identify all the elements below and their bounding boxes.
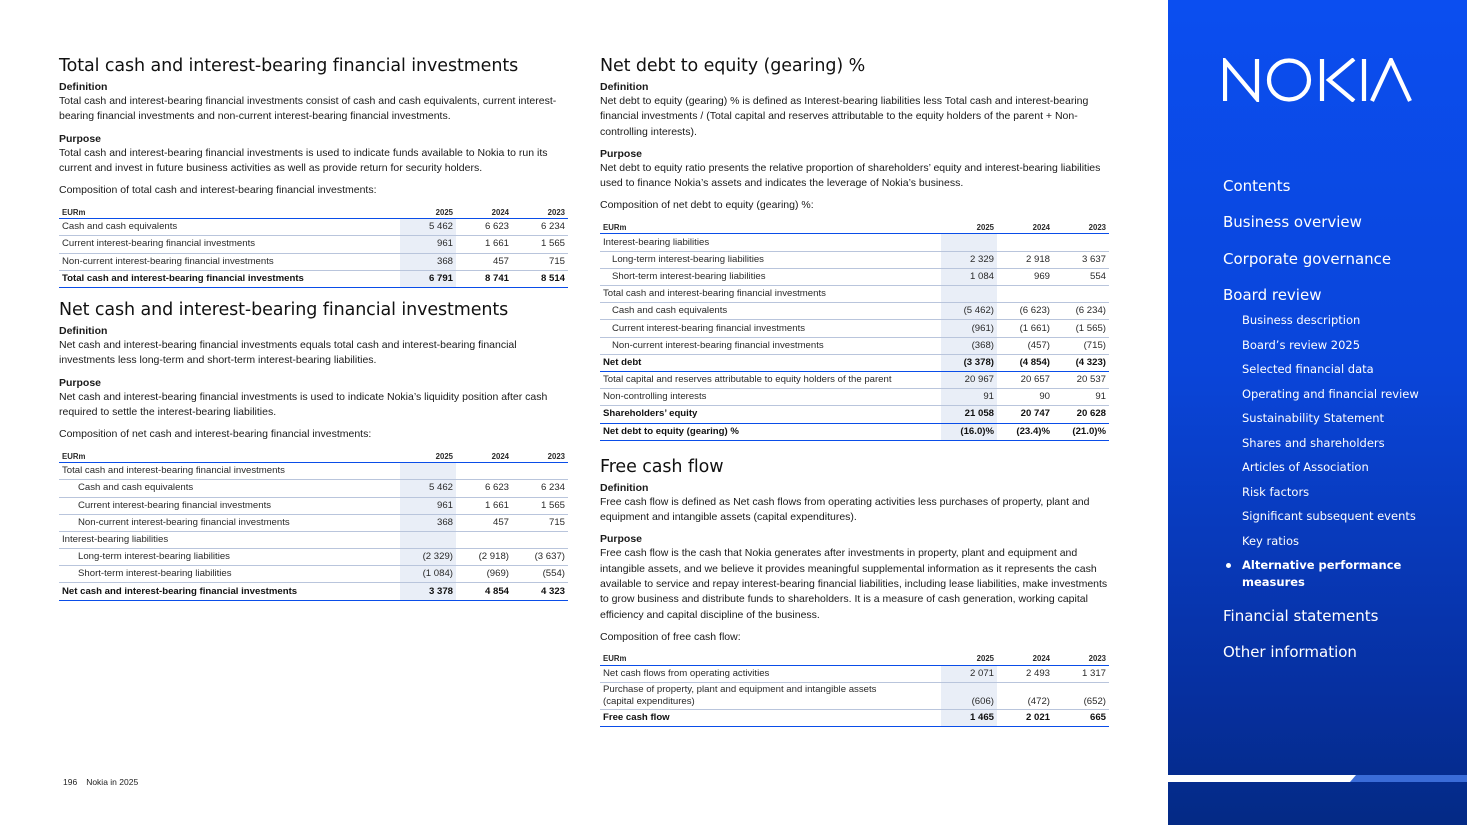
purpose-text: Net cash and interest-bearing financial investments is used to indicate Nokia’s liquidity position after cash required to settle the interest-bearing liabilities. — [59, 390, 548, 418]
header-cell: EURm — [600, 219, 941, 234]
header-cell: 2025 — [941, 219, 997, 234]
value-cell: (652) — [1053, 683, 1109, 710]
header-cell: 2024 — [997, 219, 1053, 234]
value-cell: 457 — [456, 253, 512, 270]
value-cell: (3 378) — [941, 354, 997, 371]
value-cell: (554) — [512, 566, 568, 583]
table-row — [600, 683, 1109, 710]
section-title: Net cash and interest-bearing financial investments — [59, 299, 509, 320]
row-label: Interest-bearing liabilities — [600, 234, 941, 251]
header-cell: 2023 — [512, 448, 568, 463]
header-cell: EURm — [59, 204, 400, 219]
value-cell: (2 918) — [456, 549, 512, 566]
definition-heading: Definition — [59, 81, 108, 93]
value-cell: (961) — [941, 320, 997, 337]
row-label: Total capital and reserves attributable to equity holders of the parent — [600, 371, 941, 388]
value-cell: 20 747 — [997, 406, 1053, 423]
value-cell: 368 — [400, 514, 456, 531]
value-cell: 91 — [941, 389, 997, 406]
nav-selected-financial-data[interactable]: Selected financial data — [1242, 362, 1374, 376]
nav-active-line1: Alternative performance — [1242, 558, 1402, 572]
value-cell: 715 — [512, 514, 568, 531]
value-cell — [997, 234, 1053, 251]
row-label: Cash and cash equivalents — [59, 219, 400, 236]
nav-shares-shareholders[interactable]: Shares and shareholders — [1242, 436, 1385, 450]
value-cell: 8 514 — [512, 270, 568, 287]
value-cell: 1 565 — [512, 236, 568, 253]
header-cell: 2024 — [456, 204, 512, 219]
row-label: Long-term interest-bearing liabilities — [59, 549, 400, 566]
header-cell: 2025 — [400, 448, 456, 463]
purpose-heading: Purpose — [600, 147, 643, 160]
header-cell: 2023 — [1053, 219, 1109, 234]
table-group-row — [59, 531, 568, 548]
value-cell: (1 661) — [997, 320, 1053, 337]
row-label: Short-term interest-bearing liabilities — [600, 268, 941, 285]
value-cell: (1 565) — [1053, 320, 1109, 337]
purpose-heading: Purpose — [59, 376, 102, 389]
table-group-row — [59, 463, 568, 480]
table-row — [59, 236, 568, 253]
value-cell: (472) — [997, 683, 1053, 710]
value-cell: 2 021 — [997, 710, 1053, 727]
row-label: Current interest-bearing financial investments — [59, 497, 400, 514]
table-subtotal-row — [600, 406, 1109, 423]
composition-caption: Composition of total cash and interest-bearing financial investments: — [59, 184, 377, 197]
value-cell: 1 565 — [512, 497, 568, 514]
row-label: Non-current interest-bearing financial investments — [59, 514, 400, 531]
gearing-table — [600, 219, 1109, 440]
table-row — [600, 320, 1109, 337]
left-column — [59, 56, 568, 613]
table-total-row — [600, 710, 1109, 727]
nav-financial-statements[interactable]: Financial statements — [1223, 607, 1379, 625]
table-row — [59, 549, 568, 566]
value-cell: (1 084) — [400, 566, 456, 583]
value-cell: (368) — [941, 337, 997, 354]
header-cell: 2025 — [400, 204, 456, 219]
header-cell: EURm — [600, 651, 941, 666]
table-header-row — [59, 204, 568, 219]
table-row — [59, 480, 568, 497]
value-cell: 368 — [400, 253, 456, 270]
net-cash-table — [59, 448, 568, 601]
value-cell — [941, 286, 997, 303]
nav-alternative-performance-measures[interactable] — [1242, 557, 1401, 591]
value-cell: (606) — [941, 683, 997, 710]
value-cell: 665 — [1053, 710, 1109, 727]
value-cell: 715 — [512, 253, 568, 270]
table-subtotal-row — [600, 354, 1109, 371]
value-cell: 457 — [456, 514, 512, 531]
navigation-sidebar — [1168, 0, 1467, 825]
purpose-text: Net debt to equity ratio presents the relative proportion of shareholders’ equity and interest-bearing liabilities used to finance Nokia’s assets and indicates the leverage of Nokia’s business. — [600, 161, 1101, 190]
header-cell: 2025 — [941, 651, 997, 666]
purpose-text: Free cash flow is the cash that Nokia generates after investments in property, plant and equipment and intangible assets, and we believe it provides meaningful supplemental information as it represents the cash available to service and repay interest-bearing financial liabilities, including lease liabilities, make investments to grow business and distribute funds to shareholders. It is a measure of cash generation, working capital efficiency and capital discipline of the business. — [600, 547, 1108, 621]
row-label: Current interest-bearing financial investments — [59, 236, 400, 253]
value-cell: 20 537 — [1053, 371, 1109, 388]
purpose-heading: Purpose — [59, 132, 102, 145]
value-cell: (4 854) — [997, 354, 1053, 371]
row-label: Cash and cash equivalents — [600, 303, 941, 320]
nav-risk-factors[interactable]: Risk factors — [1242, 485, 1310, 499]
nokia-logo[interactable] — [1223, 58, 1413, 102]
value-cell: 969 — [997, 268, 1053, 285]
table-header-row — [600, 219, 1109, 234]
composition-caption: Composition of net debt to equity (gearing) %: — [600, 199, 814, 212]
value-cell: 961 — [400, 236, 456, 253]
header-cell: 2023 — [1053, 651, 1109, 666]
value-cell: 3 378 — [400, 583, 456, 600]
value-cell: (4 323) — [1053, 354, 1109, 371]
table-row — [59, 219, 568, 236]
value-cell: 1 661 — [456, 236, 512, 253]
row-label: Non-current interest-bearing financial investments — [59, 253, 400, 270]
progress-stripe — [1168, 775, 1467, 782]
section-title: Net debt to equity (gearing) % — [600, 56, 866, 76]
nav-operating-financial-review[interactable]: Operating and financial review — [1242, 387, 1419, 401]
definition-heading: Definition — [600, 481, 649, 494]
table-row — [600, 251, 1109, 268]
nav-contents[interactable]: Contents — [1223, 177, 1291, 195]
table-total-row — [59, 270, 568, 287]
value-cell: 554 — [1053, 268, 1109, 285]
table-row — [59, 253, 568, 270]
value-cell: (457) — [997, 337, 1053, 354]
row-label: Net debt — [600, 354, 941, 371]
value-cell: 2 493 — [997, 665, 1053, 682]
value-cell: 90 — [997, 389, 1053, 406]
value-cell: 6 623 — [456, 219, 512, 236]
table-row — [600, 337, 1109, 354]
row-label: Net cash flows from operating activities — [600, 665, 941, 682]
value-cell: 8 741 — [456, 270, 512, 287]
value-cell: 91 — [1053, 389, 1109, 406]
table-row — [600, 389, 1109, 406]
value-cell: (21.0)% — [1053, 423, 1109, 440]
value-cell: (969) — [456, 566, 512, 583]
value-cell: 20 657 — [997, 371, 1053, 388]
page-footer — [63, 777, 147, 787]
table-header-row — [600, 651, 1109, 666]
nav-corporate-governance[interactable]: Corporate governance — [1223, 250, 1392, 268]
nav-board-review[interactable]: Board review — [1223, 286, 1322, 304]
row-label: Shareholders’ equity — [600, 406, 941, 423]
value-cell: 6 791 — [400, 270, 456, 287]
value-cell: (6 623) — [997, 303, 1053, 320]
section-title: Free cash flow — [600, 456, 724, 477]
section-title: Total cash and interest-bearing financial investments — [59, 56, 519, 76]
header-cell: 2023 — [512, 204, 568, 219]
table-row — [59, 514, 568, 531]
table-row — [600, 303, 1109, 320]
row-label: Non-current interest-bearing financial investments — [600, 337, 941, 354]
row-label: Current interest-bearing financial investments — [600, 320, 941, 337]
definition-heading: Definition — [600, 81, 649, 93]
definition-text: Total cash and interest-bearing financial investments consist of cash and cash equivalents, current interest-bearing financial investments and non-current interest-bearing financial investments. — [59, 95, 557, 123]
purpose-heading: Purpose — [600, 533, 643, 546]
value-cell: (23.4)% — [997, 423, 1053, 440]
value-cell: 6 623 — [456, 480, 512, 497]
value-cell: 4 323 — [512, 583, 568, 600]
row-label: Long-term interest-bearing liabilities — [600, 251, 941, 268]
header-cell: EURm — [59, 448, 400, 463]
row-label: Free cash flow — [600, 710, 941, 727]
header-cell: 2024 — [456, 448, 512, 463]
definition-text: Net cash and interest-bearing financial investments equals total cash and interest-bearing financial investments less long-term and short-term interest-bearing liabilities. — [59, 338, 517, 367]
value-cell — [456, 463, 512, 480]
value-cell: 5 462 — [400, 219, 456, 236]
definition-heading: Definition — [59, 324, 108, 337]
value-cell: 1 084 — [941, 268, 997, 285]
row-label: Total cash and interest-bearing financial investments — [600, 286, 941, 303]
table-total-row — [59, 583, 568, 600]
row-label: Interest-bearing liabilities — [59, 531, 400, 548]
table-row — [600, 268, 1109, 285]
value-cell: (715) — [1053, 337, 1109, 354]
free-cash-flow-table — [600, 651, 1109, 727]
nav-other-information[interactable]: Other information — [1223, 643, 1357, 661]
composition-caption: Composition of net cash and interest-bearing financial investments: — [59, 428, 372, 441]
table-header-row — [59, 448, 568, 463]
row-label: Total cash and interest-bearing financial investments — [59, 463, 400, 480]
table-row — [600, 371, 1109, 388]
nav-boards-review[interactable]: Board’s review 2025 — [1242, 338, 1361, 352]
header-cell: 2024 — [997, 651, 1053, 666]
value-cell — [997, 286, 1053, 303]
value-cell: 1 661 — [456, 497, 512, 514]
value-cell — [512, 531, 568, 548]
row-label: Net debt to equity (gearing) % — [600, 423, 941, 440]
value-cell: (16.0)% — [941, 423, 997, 440]
value-cell: 3 637 — [1053, 251, 1109, 268]
nav-sustainability-statement[interactable]: Sustainability Statement — [1242, 411, 1385, 425]
row-label: Total cash and interest-bearing financial investments — [59, 270, 400, 287]
nav-business-description[interactable]: Business description — [1242, 313, 1361, 327]
value-cell: 6 234 — [512, 219, 568, 236]
active-bullet-icon — [1226, 563, 1231, 568]
value-cell — [400, 531, 456, 548]
nav-business-overview[interactable]: Business overview — [1223, 213, 1362, 231]
table-row — [59, 497, 568, 514]
value-cell: 2 071 — [941, 665, 997, 682]
footer-title: Nokia in 2025 — [86, 777, 139, 787]
table-row — [600, 665, 1109, 682]
definition-text: Net debt to equity (gearing) % is defined as Interest-bearing liabilities less Total cash and interest-bearing financial investments / (Total capital and reserves attributable to the equity holders of the parent + Non-controlling interests). — [600, 95, 1089, 138]
nav-key-ratios[interactable]: Key ratios — [1242, 534, 1300, 548]
value-cell — [941, 234, 997, 251]
value-cell — [512, 463, 568, 480]
value-cell: 4 854 — [456, 583, 512, 600]
table-total-row — [600, 423, 1109, 440]
value-cell: 2 329 — [941, 251, 997, 268]
value-cell: 20 967 — [941, 371, 997, 388]
nav-significant-subsequent-events[interactable]: Significant subsequent events — [1242, 509, 1416, 523]
value-cell: 5 462 — [400, 480, 456, 497]
row-label: Purchase of property, plant and equipment and intangible assets (capital expenditures) — [600, 683, 941, 710]
page-number: 196 — [63, 777, 78, 787]
value-cell — [456, 531, 512, 548]
value-cell: 20 628 — [1053, 406, 1109, 423]
table-group-row — [600, 234, 1109, 251]
nav-articles-of-association[interactable]: Articles of Association — [1242, 460, 1369, 474]
value-cell — [1053, 234, 1109, 251]
value-cell: 1 317 — [1053, 665, 1109, 682]
value-cell: 2 918 — [997, 251, 1053, 268]
middle-column — [600, 56, 1109, 739]
nav-active-line2: measures — [1242, 575, 1305, 589]
value-cell: 21 058 — [941, 406, 997, 423]
value-cell: (6 234) — [1053, 303, 1109, 320]
row-label: Short-term interest-bearing liabilities — [59, 566, 400, 583]
value-cell: (3 637) — [512, 549, 568, 566]
row-label: Cash and cash equivalents — [59, 480, 400, 497]
table-group-row — [600, 286, 1109, 303]
row-label: Net cash and interest-bearing financial investments — [59, 583, 400, 600]
composition-caption: Composition of free cash flow: — [600, 630, 741, 643]
purpose-text: Total cash and interest-bearing financial investments is used to indicate funds available to Nokia to run its current and invest in future business activities as well as provide return for security holders. — [59, 146, 548, 174]
total-cash-table — [59, 204, 568, 288]
value-cell: (2 329) — [400, 549, 456, 566]
value-cell: 961 — [400, 497, 456, 514]
value-cell — [400, 463, 456, 480]
definition-text: Free cash flow is defined as Net cash flows from operating activities less purchases of property, plant and equipment and intangible assets (capital expenditures). — [600, 495, 1090, 524]
value-cell: 1 465 — [941, 710, 997, 727]
value-cell — [1053, 286, 1109, 303]
value-cell: 6 234 — [512, 480, 568, 497]
table-row — [59, 566, 568, 583]
value-cell: (5 462) — [941, 303, 997, 320]
row-label: Non-controlling interests — [600, 389, 941, 406]
